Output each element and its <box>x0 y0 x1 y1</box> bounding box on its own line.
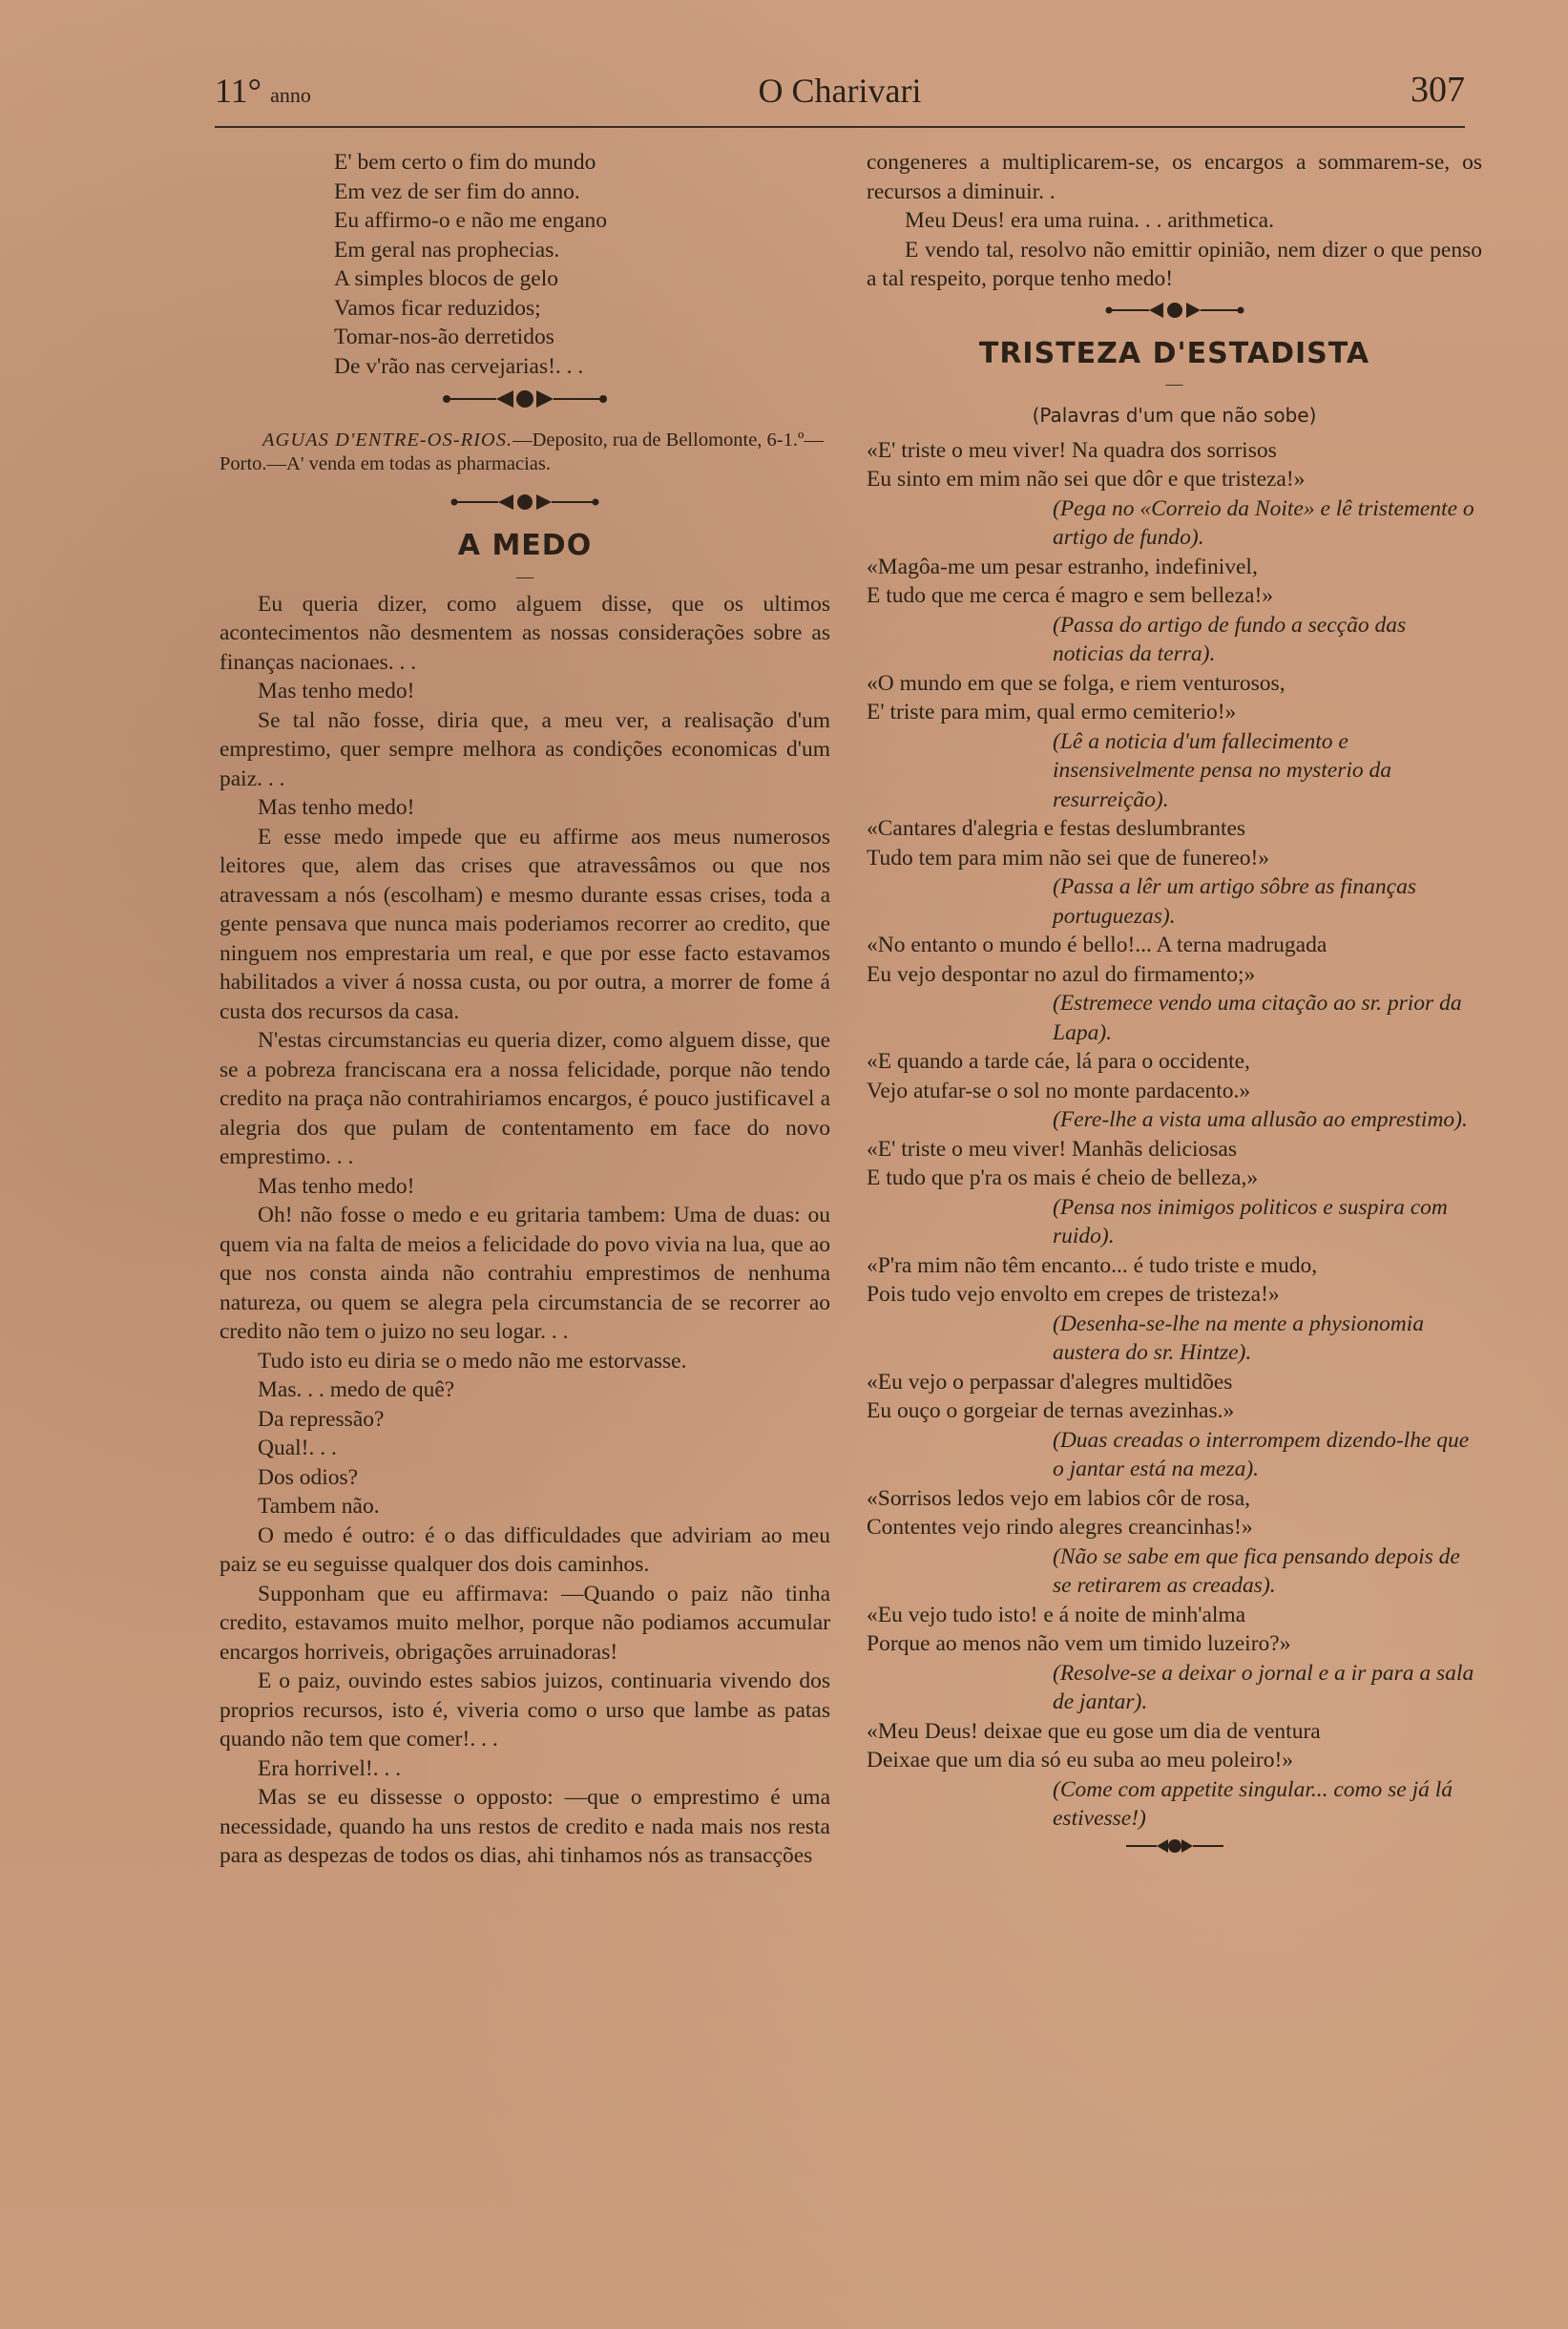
title-rule: — <box>1165 374 1183 393</box>
paragraph: Tambem não. <box>258 1494 380 1519</box>
paragraph: Mas tenho medo! <box>258 1173 415 1199</box>
verse-line: «Cantares d'alegria e festas deslumbrantes <box>867 816 1246 841</box>
stanza <box>867 1717 1482 1834</box>
stage-direction: (Come com appetite singular... como se já lá estivesse!) <box>1053 1776 1453 1831</box>
poem-line: A simples blocos de gelo <box>334 266 558 291</box>
verse-line: «E' triste o meu viver! Na quadra dos sorrisos <box>867 437 1277 463</box>
verse-line: E tudo que me cerca é magro e sem belleza!» <box>867 583 1274 608</box>
page-number: 307 <box>1411 70 1465 110</box>
stage-direction: (Passa do artigo de fundo a secção das noticias da terra). <box>1053 612 1407 666</box>
paragraph: congeneres a multiplicarem-se, os encargos a sommarem-se, os recursos a diminuir. . <box>867 150 1482 204</box>
stanza <box>867 1601 1482 1717</box>
verse-line: «E quando a tarde cáe, lá para o occidente, <box>867 1049 1250 1074</box>
verse-line: Pois tudo vejo envolto em crepes de tristeza!» <box>867 1282 1280 1307</box>
page-header <box>215 69 1465 128</box>
paragraph: Mas tenho medo! <box>258 795 415 820</box>
notice-title: AGUAS D'ENTRE-OS-RIOS. <box>262 430 513 451</box>
poem-stanzas <box>867 436 1482 1834</box>
paragraph: Dos odios? <box>258 1464 359 1490</box>
paragraph: Qual!. . . <box>258 1436 337 1460</box>
stage-direction: (Lê a noticia d'um fallecimento e insensivelmente pensa no mysterio da resurreição). <box>1053 728 1392 812</box>
paragraph: Se tal não fosse, diria que, a meu ver, a realisação d'um emprestimo, quer sempre melhora as condições economicas d'um paiz. . . <box>220 707 830 791</box>
ornament-divider <box>220 490 830 528</box>
notice-text: —Deposito, rua de Bellomonte, 6-1.º—Porto.—A' venda em todas as pharmacias. <box>220 430 824 474</box>
paragraph: E vendo tal, resolvo não emittir opinião, nem dizer o que penso a tal respeito, porque tenho medo! <box>867 237 1482 291</box>
verse-line: Porque ao menos não vem um timido luzeiro?» <box>867 1631 1291 1656</box>
volume-label: 11° anno <box>215 72 311 110</box>
verse-line: Tudo tem para mim não sei que de funereo!» <box>867 845 1270 871</box>
verse-line: «E' triste o meu viver! Manhãs deliciosas <box>867 1136 1237 1162</box>
ornament-divider <box>867 1836 1482 1874</box>
ornament-divider <box>220 385 830 423</box>
paragraph: Oh! não fosse o medo e eu gritaria tambem: Uma de duas: ou quem via na falta de meios a felicidade do povo vivia na lua, que ao que nos consta ainda não contrahiu emprestimos de nenhuma natureza, ou quem se alegra pela circumstancia de se recorrer ao credito não tem o juizo no seu logar. . . <box>220 1203 830 1344</box>
stanza <box>867 931 1482 1047</box>
paragraph: E o paiz, ouvindo estes sabios juizos, continuaria vivendo dos proprios recursos, isto é, viveria como o urso que lambe as patas quando não tem que comer!. . . <box>220 1668 830 1752</box>
article-subtitle: (Palavras d'um que não sobe) <box>1032 404 1317 427</box>
paragraph: Eu queria dizer, como alguem disse, que os ultimos acontecimentos não desmentem as nossas considerações sobre as finanças nacionaes. . . <box>220 591 830 675</box>
verse-line: Eu vejo despontar no azul do firmamento;» <box>867 961 1256 987</box>
article-body <box>220 590 830 1871</box>
verse-line: «Meu Deus! deixae que eu gose um dia de ventura <box>867 1718 1321 1744</box>
stanza <box>867 1047 1482 1135</box>
stanza <box>867 553 1482 669</box>
stage-direction: (Desenha-se-lhe na mente a physionomia austera do sr. Hintze). <box>1053 1311 1424 1365</box>
stage-direction: (Pensa nos inimigos politicos e suspira com ruido). <box>1053 1194 1448 1248</box>
verse-line: Eu sinto em mim não sei que dôr e que tristeza!» <box>867 467 1306 492</box>
stanza <box>867 1251 1482 1368</box>
stanza <box>867 1484 1482 1601</box>
stanza <box>867 1368 1482 1484</box>
paragraph: Tudo isto eu diria se o medo não me estorvasse. <box>258 1348 687 1374</box>
verse-line: «P'ra mim não têm encanto... é tudo triste e mudo, <box>867 1252 1318 1278</box>
stanza <box>867 669 1482 815</box>
paragraph: N'estas circumstancias eu queria dizer, como alguem disse, que se a pobreza franciscana era a nossa felicidade, porque não tendo credito na praça não contrahiriamos encargos, é pouco justificavel a alegria dos que pulam de contentamento em face do novo emprestimo. . . <box>220 1028 830 1169</box>
stanza <box>867 1135 1482 1251</box>
article-title: A MEDO <box>457 529 593 562</box>
stage-direction: (Fere-lhe a vista uma allusão ao emprestimo). <box>1053 1107 1468 1132</box>
paragraph: Mas. . . medo de quê? <box>258 1377 455 1402</box>
verse-line: E' triste para mim, qual ermo cemiterio!» <box>867 700 1237 724</box>
advertisement-notice <box>220 429 830 476</box>
title-rule: — <box>516 566 533 586</box>
verse-line: Contentes vejo rindo alegres creancinhas!» <box>867 1515 1253 1540</box>
poem-line: Em geral nas prophecias. <box>334 237 560 262</box>
verse-line: Deixae que um dia só eu suba ao meu poleiro!» <box>867 1748 1294 1773</box>
stanza <box>867 814 1482 931</box>
ornament-divider <box>867 298 1482 336</box>
verse-line: «Sorrisos ledos vejo em labios côr de rosa, <box>867 1485 1251 1511</box>
article-title: TRISTEZA D'ESTADISTA <box>978 336 1370 370</box>
poem-line: E' bem certo o fim do mundo <box>334 150 596 175</box>
verse-line: «No entanto o mundo é bello!... A terna madrugada <box>867 933 1328 957</box>
stage-direction: (Duas creadas o interrompem dizendo-lhe que o jantar está na meza). <box>1053 1427 1470 1481</box>
poem-line: Eu affirmo-o e não me engano <box>334 208 608 233</box>
poem-line: De v'rão nas cervejarias!. . . <box>334 353 584 379</box>
paragraph: Mas tenho medo! <box>258 679 415 703</box>
verse-line: «Eu vejo o perpassar d'alegres multidões <box>867 1369 1233 1395</box>
verse-line: «Magôa-me um pesar estranho, indefinivel, <box>867 554 1258 579</box>
verse-line: «Eu vejo tudo isto! e á noite de minh'alma <box>867 1602 1246 1627</box>
newspaper-title: O Charivari <box>758 72 922 110</box>
poem-line: Tomar-nos-ão derretidos <box>334 325 554 349</box>
paragraph: Da repressão? <box>258 1406 385 1432</box>
paragraph: Supponham que eu affirmava: —Quando o paiz não tinha credito, estavamos muito melhor, porque não podiamos accumular encargos horriveis, obrigações arruinadoras! <box>220 1581 830 1665</box>
verse-line: E tudo que p'ra os mais é cheio de belleza,» <box>867 1165 1259 1190</box>
paragraph: O medo é outro: é o das difficuldades que adviriam ao meu paiz se eu seguisse qualquer dos dois caminhos. <box>220 1522 830 1577</box>
stage-direction: (Não se sabe em que fica pensando depois de se retirarem as creadas). <box>1053 1543 1460 1598</box>
poem-line: Vamos ficar reduzidos; <box>334 295 541 321</box>
verse-line: «O mundo em que se folga, e riem venturosos, <box>867 670 1286 696</box>
paragraph: Era horrivel!. . . <box>258 1755 402 1781</box>
right-column <box>867 148 1482 1878</box>
stage-direction: (Resolve-se a deixar o jornal e a ir para a sala de jantar). <box>1053 1660 1474 1714</box>
stage-direction: (Passa a lêr um artigo sôbre as finanças portuguezas). <box>1053 874 1417 929</box>
poem-line: Em vez de ser fim do anno. <box>334 178 580 204</box>
stage-direction: (Pega no «Correio da Noite» e lê tristemente o artigo de fundo). <box>1053 495 1474 550</box>
left-column <box>220 148 830 1871</box>
poem <box>220 148 830 381</box>
paragraph: E esse medo impede que eu affirme aos meus numerosos leitores que, alem das crises que atravessâmos ou que nos atravessam a nós (escolham) e mesmo durante essas crises, toda a gente pensava que nunca mais poderiamos recorrer ao credito, que ninguem nos emprestaria um real, e que por esse facto estavamos habilitados a viver á nossa custa, ou por outra, a morrer de fome á custa dos recursos da casa. <box>220 824 830 1024</box>
verse-line: Vejo atufar-se o sol no monte pardacento.» <box>867 1078 1251 1103</box>
paragraph: Meu Deus! era uma ruina. . . arithmetica. <box>905 208 1274 233</box>
stanza <box>867 436 1482 553</box>
stage-direction: (Estremece vendo uma citação ao sr. prior da Lapa). <box>1053 991 1462 1045</box>
paragraph: Mas se eu dissesse o opposto: —que o emprestimo é uma necessidade, quando ha uns restos de credito e nada mais nos resta para as despezas de todos os dias, ahi tinhamos nós as transacções <box>220 1785 830 1868</box>
verse-line: Eu ouço o gorgeiar de ternas avezinhas.» <box>867 1398 1235 1423</box>
